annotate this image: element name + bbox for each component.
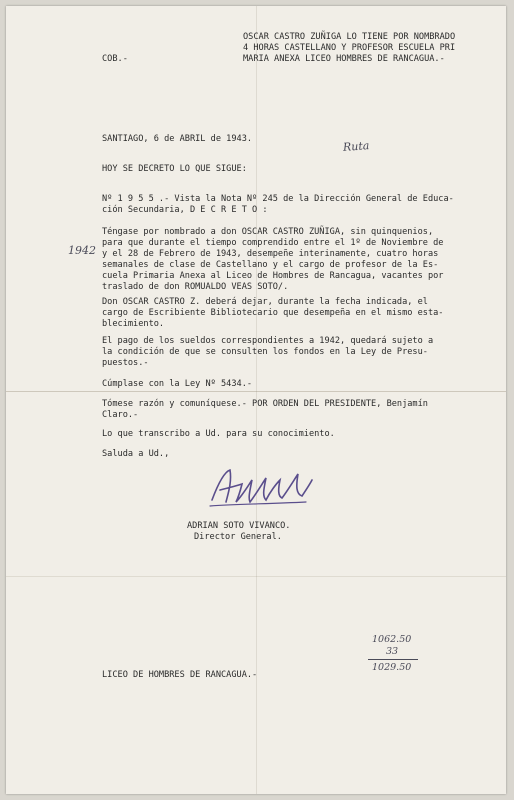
handwritten-calc: 1062.50 <box>372 634 412 645</box>
header-line: 4 HORAS CASTELLANO Y PROFESOR ESCUELA PRI <box>243 43 456 53</box>
paragraph-line: blecimiento. <box>102 319 165 329</box>
recipient-line: LICEO DE HOMBRES DE RANCAGUA.- <box>102 670 258 680</box>
paragraph-line: Claro.- <box>102 410 139 420</box>
paragraph-line: Saluda a Ud., <box>102 449 170 459</box>
intro-line: HOY SE DECRETO LO QUE SIGUE: <box>102 164 247 174</box>
paragraph-line: Tómese razón y comuníquese.- POR ORDEN DEL PRESIDENTE, Benjamín <box>102 399 428 409</box>
paragraph-line: El pago de los sueldos correspondientes a 1942, quedará sujeto a <box>102 336 434 346</box>
cob-label: COB.- <box>102 54 128 64</box>
decree-number-line: Nº 1 9 5 5 .- Vista la Nota Nº 245 de la Dirección General de Educa- <box>102 194 454 204</box>
header-line: OSCAR CASTRO ZUÑIGA LO TIENE POR NOMBRADO <box>243 32 456 42</box>
paragraph-line: cargo de Escribiente Bibliotecario que desempeña en el mismo esta- <box>102 308 444 318</box>
paragraph-line: Don OSCAR CASTRO Z. deberá dejar, durante la fecha indicada, el <box>102 297 428 307</box>
handwritten-note: Ruta <box>342 139 370 154</box>
signatory-title: Director General. <box>194 532 282 542</box>
signature-drawing <box>206 464 316 512</box>
paragraph-line: la condición de que se consulten los fondos en la Ley de Presu- <box>102 347 428 357</box>
calc-rule <box>368 659 418 660</box>
paragraph-line: y el 28 de Febrero de 1943, desempeñe interinamente, cuatro horas <box>102 249 439 259</box>
document-sheet <box>6 6 506 794</box>
paragraph-line: cuela Primaria Anexa al Liceo de Hombres de Rancagua, vacantes por <box>102 271 444 281</box>
handwritten-calc: 1029.50 <box>372 662 412 673</box>
paragraph-line: semanales de clase de Castellano y el cargo de profesor de la Es- <box>102 260 439 270</box>
decree-number-line: ción Secundaria, D E C R E T O : <box>102 205 268 215</box>
handwritten-calc: 33 <box>386 646 399 657</box>
paragraph-line: Téngase por nombrado a don OSCAR CASTRO ZUÑIGA, sin quinquenios, <box>102 227 434 237</box>
paragraph-line: Lo que transcribo a Ud. para su conocimiento. <box>102 429 335 439</box>
paragraph-line: traslado de don ROMUALDO VEAS SOTO/. <box>102 282 289 292</box>
handwritten-margin-year: 1942 <box>68 244 96 257</box>
paragraph-line: para que durante el tiempo comprendido entre el 1º de Noviembre de <box>102 238 444 248</box>
paragraph-line: Cúmplase con la Ley Nº 5434.- <box>102 379 253 389</box>
date-line: SANTIAGO, 6 de ABRIL de 1943. <box>102 134 253 144</box>
paragraph-line: puestos.- <box>102 358 149 368</box>
signatory-name: ADRIAN SOTO VIVANCO. <box>187 521 291 531</box>
header-line: MARIA ANEXA LICEO HOMBRES DE RANCAGUA.- <box>243 54 445 64</box>
